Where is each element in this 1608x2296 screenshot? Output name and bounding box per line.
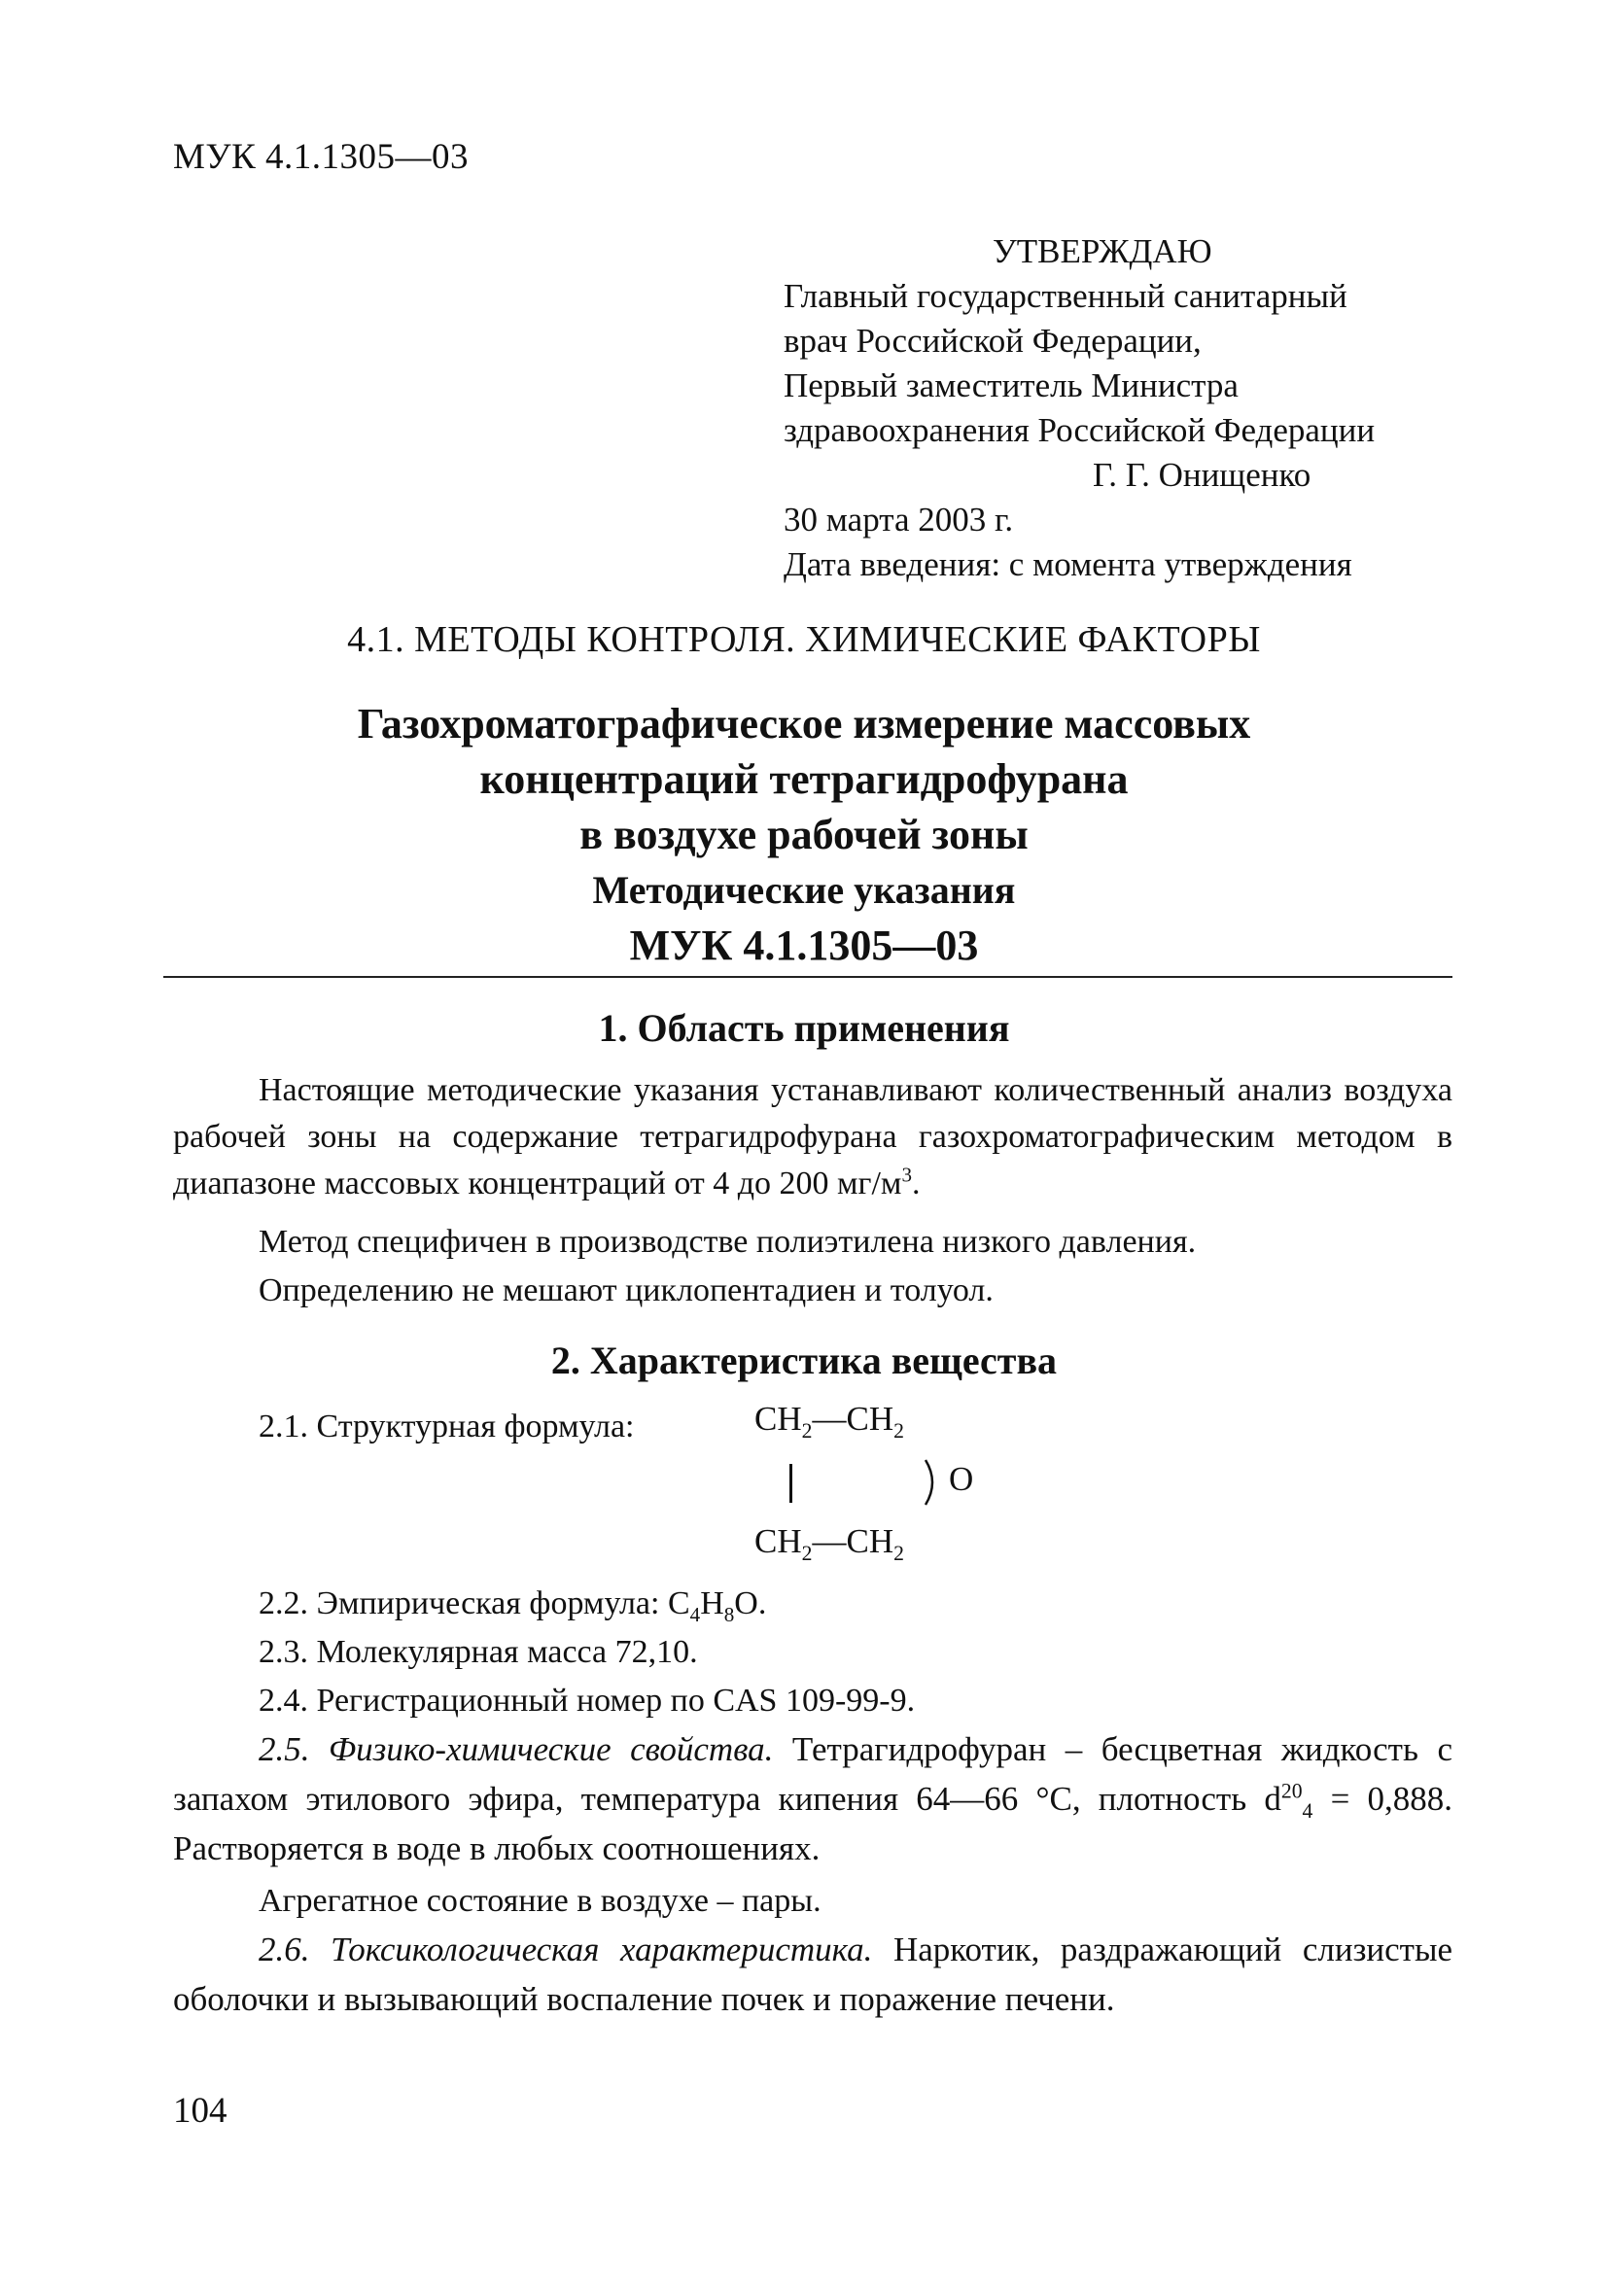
title-line-5: МУК 4.1.1305—03 <box>629 922 979 969</box>
toxicological-characteristics: 2.6. Токсикологическая характеристика. Наркотик, раздражающий слизистые оболочки и вызывающий воспаление почек и поражение печени. <box>173 1931 1453 2018</box>
molecular-mass: 2.3. Молекулярная масса 72,10. <box>259 1634 698 1670</box>
approval-line-1: Главный государственный санитарный <box>784 277 1347 315</box>
approval-line-4: здравоохранения Российской Федерации <box>784 411 1376 449</box>
formula-top-row: $CH_2—CH_2$ <box>754 1400 904 1443</box>
section-2-heading: 2. Характеристика вещества <box>550 1339 1058 1382</box>
section-1-paragraph-3: Определению не мешают циклопентадиен и толуол. <box>259 1272 994 1308</box>
structural-formula-label: 2.1. Структурная формула: <box>259 1409 635 1444</box>
category-heading: 4.1. МЕТОДЫ КОНТРОЛЯ. ХИМИЧЕСКИЕ ФАКТОРЫ <box>347 619 1261 660</box>
formula-oxygen: O <box>949 1460 974 1498</box>
cas-number: 2.4. Регистрационный номер по CAS 109-99-9. <box>259 1683 916 1719</box>
page-number: 104 <box>173 2091 227 2131</box>
approval-effective-date: Дата введения: с момента утверждения <box>784 545 1352 583</box>
section-1-paragraph-1: Настоящие методические указания устанавливают количественный анализ воздуха рабочей зоны на содержание тетрагидрофурана газохроматографическим методом в диапазоне массовых концентраций от 4 до 200 $мг/м^3$. <box>173 1072 1452 1201</box>
aggregate-state: Агрегатное состояние в воздухе – пары. <box>259 1883 821 1919</box>
formula-bottom-row: $CH_2—CH_2$ <box>754 1522 904 1565</box>
section-1-heading: 1. Область применения <box>598 1006 1010 1050</box>
formula-vertical-bond <box>789 1464 792 1503</box>
approval-title: УТВЕРЖДАЮ <box>993 232 1212 270</box>
approval-signer: Г. Г. Онищенко <box>1093 456 1311 494</box>
approval-date: 30 марта 2003 г. <box>784 501 1014 539</box>
title-line-3: в воздухе рабочей зоны <box>579 811 1029 858</box>
title-line-2: концентраций тетрагидрофурана <box>479 755 1129 803</box>
approval-line-2: врач Российской Федерации, <box>784 322 1202 360</box>
section-1-paragraph-2: Метод специфичен в производстве полиэтилена низкого давления. <box>259 1224 1197 1260</box>
title-divider <box>163 976 1452 978</box>
document-code: МУК 4.1.1305—03 <box>173 137 470 177</box>
document-title <box>0 696 1608 973</box>
approval-line-3: Первый заместитель Министра <box>784 366 1239 404</box>
empirical-formula: 2.2. Эмпирическая формула: $C_4H_8O$. <box>259 1585 767 1626</box>
title-line-1: Газохроматографическое измерение массовых <box>357 700 1251 748</box>
approval-block <box>784 229 1464 587</box>
structural-formula <box>754 1400 978 1575</box>
physico-chemical-properties: 2.5. Физико-химические свойства. Тетрагидрофуран – бесцветная жидкость с запахом этилового эфира, температура кипения 64—66 °С, плотность $d^{20}_4 = 0,888$. Растворяется в воде в любых соотношениях. <box>173 1730 1452 1867</box>
title-line-4: Методические указания <box>592 868 1016 912</box>
formula-ring-bracket <box>924 1458 943 1507</box>
